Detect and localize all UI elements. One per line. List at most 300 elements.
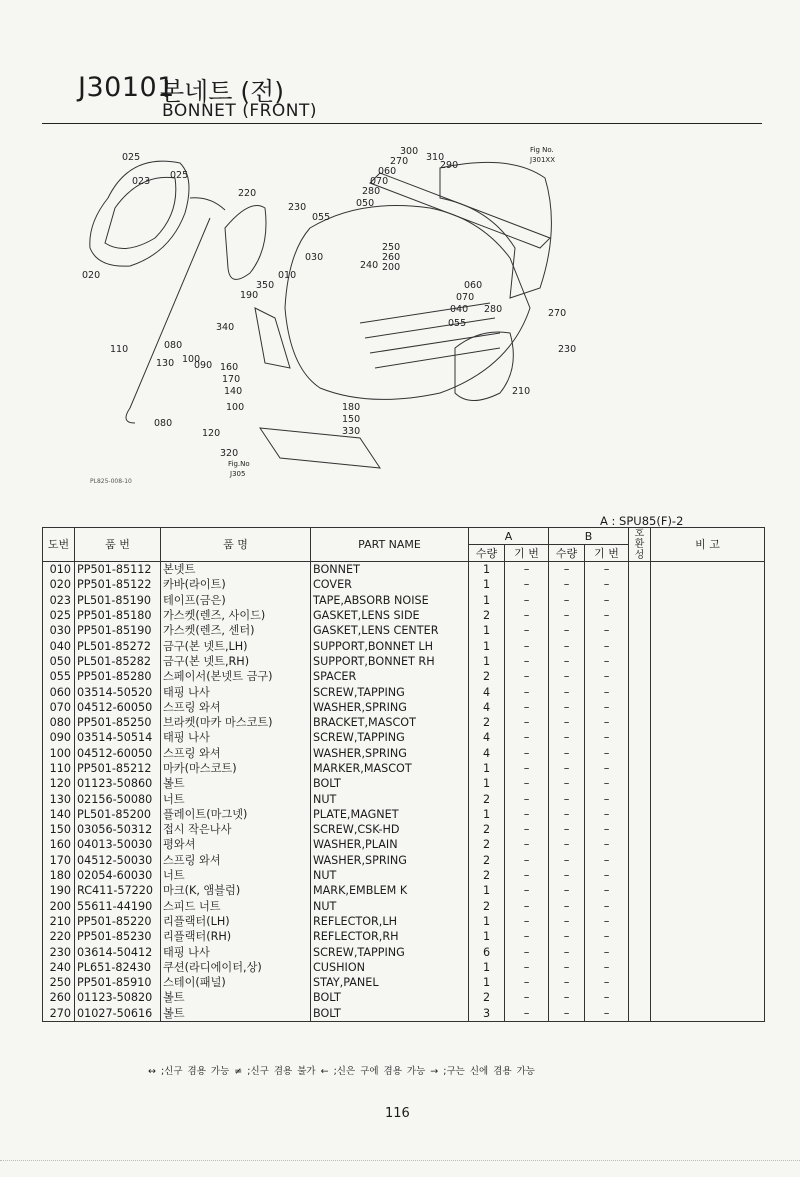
table-row xyxy=(43,654,765,669)
remarks-cell xyxy=(651,944,765,959)
callout-label: 070 xyxy=(456,292,475,303)
remarks-cell xyxy=(651,638,765,653)
model-note: A : SPU85(F)-2 xyxy=(600,514,684,528)
callout-label: 220 xyxy=(238,188,257,199)
b-base-number: – xyxy=(585,776,629,791)
a-quantity: 4 xyxy=(469,746,505,761)
interchange-cell xyxy=(629,822,651,837)
part-name-english: BOLT xyxy=(311,1006,469,1022)
header-rule xyxy=(42,123,762,124)
front-grill-part xyxy=(260,428,380,468)
part-number: 02054-60030 xyxy=(75,868,161,883)
col-header-b-base: 기 번 xyxy=(585,545,629,562)
part-name-english: SCREW,CSK-HD xyxy=(311,822,469,837)
remarks-cell xyxy=(651,715,765,730)
interchange-cell xyxy=(629,776,651,791)
part-number: PP501-85180 xyxy=(75,608,161,623)
interchange-cell xyxy=(629,684,651,699)
col-header-name-ko: 품 명 xyxy=(161,528,311,562)
remarks-cell xyxy=(651,577,765,592)
table-row xyxy=(43,822,765,837)
b-base-number: – xyxy=(585,929,629,944)
table-row xyxy=(43,715,765,730)
b-base-number: – xyxy=(585,577,629,592)
figure-reference-label: J301XX xyxy=(530,156,556,164)
a-quantity: 1 xyxy=(469,562,505,578)
part-name-english: NUT xyxy=(311,899,469,914)
interchange-cell xyxy=(629,1006,651,1022)
callout-label: 025 xyxy=(170,170,189,181)
callout-label: 080 xyxy=(154,418,173,429)
part-name-korean: 마카(마스코트) xyxy=(161,761,311,776)
a-base-number: – xyxy=(505,822,549,837)
col-header-b-qty: 수량 xyxy=(549,545,585,562)
cover-plate-part xyxy=(255,308,290,368)
a-quantity: 4 xyxy=(469,700,505,715)
callout-label: 030 xyxy=(305,252,324,263)
a-base-number: – xyxy=(505,730,549,745)
part-name-korean: 너트 xyxy=(161,868,311,883)
part-number: PP501-85122 xyxy=(75,577,161,592)
part-name-korean: 카바(라이트) xyxy=(161,577,311,592)
table-row xyxy=(43,577,765,592)
part-name-korean: 본넷트 xyxy=(161,562,311,578)
col-header-a-qty: 수량 xyxy=(469,545,505,562)
interchange-cell xyxy=(629,975,651,990)
interchange-cell xyxy=(629,914,651,929)
table-row xyxy=(43,1006,765,1022)
part-number: 03056-50312 xyxy=(75,822,161,837)
diagram-reference-code: PL825-008-10 xyxy=(90,478,132,485)
table-row xyxy=(43,990,765,1005)
callout-label: 330 xyxy=(342,426,361,437)
part-name-english: BONNET xyxy=(311,562,469,578)
part-name-korean: 볼트 xyxy=(161,990,311,1005)
callout-label: 060 xyxy=(378,166,397,177)
table-row xyxy=(43,975,765,990)
part-name-korean: 마크(K, 앰블럼) xyxy=(161,883,311,898)
a-quantity: 1 xyxy=(469,975,505,990)
remarks-cell xyxy=(651,990,765,1005)
row-number: 060 xyxy=(43,684,75,699)
compatibility-legend: ↔ ;신구 겸용 가능 ≠ ;신구 겸용 불가 ← ;신은 구에 겸용 가능 → ;구는 신에 겸용 가능 xyxy=(148,1066,535,1077)
part-name-korean: 스프링 와셔 xyxy=(161,746,311,761)
callout-label: 110 xyxy=(110,344,129,355)
table-row xyxy=(43,623,765,638)
part-name-english: WASHER,SPRING xyxy=(311,853,469,868)
callout-label: 290 xyxy=(440,160,459,171)
b-base-number: – xyxy=(585,914,629,929)
part-number: 01027-50616 xyxy=(75,1006,161,1022)
part-number: PP501-85212 xyxy=(75,761,161,776)
col-header-remarks: 비 고 xyxy=(651,528,765,562)
a-base-number: – xyxy=(505,776,549,791)
part-name-english: REFLECTOR,RH xyxy=(311,929,469,944)
diagram-drawing xyxy=(60,138,620,488)
row-number: 140 xyxy=(43,807,75,822)
b-quantity: – xyxy=(549,837,585,852)
part-name-english: NUT xyxy=(311,868,469,883)
b-base-number: – xyxy=(585,654,629,669)
col-header-part-no: 품 번 xyxy=(75,528,161,562)
part-number: PL501-85282 xyxy=(75,654,161,669)
part-number: PP501-85280 xyxy=(75,669,161,684)
remarks-cell xyxy=(651,654,765,669)
parts-table xyxy=(42,527,765,1022)
b-quantity: – xyxy=(549,944,585,959)
b-base-number: – xyxy=(585,944,629,959)
part-number: PP501-85910 xyxy=(75,975,161,990)
table-row xyxy=(43,883,765,898)
interchange-cell xyxy=(629,746,651,761)
a-base-number: – xyxy=(505,990,549,1005)
table-row xyxy=(43,684,765,699)
row-number: 250 xyxy=(43,975,75,990)
part-number: PP501-85230 xyxy=(75,929,161,944)
row-number: 040 xyxy=(43,638,75,653)
part-name-english: MARK,EMBLEM K xyxy=(311,883,469,898)
support-bar-part xyxy=(370,173,550,248)
b-base-number: – xyxy=(585,899,629,914)
section-title-english: BONNET (FRONT) xyxy=(162,101,318,121)
remarks-cell xyxy=(651,807,765,822)
part-name-korean: 태핑 나사 xyxy=(161,684,311,699)
row-number: 200 xyxy=(43,899,75,914)
callout-label: 320 xyxy=(220,448,239,459)
interchange-cell xyxy=(629,990,651,1005)
remarks-cell xyxy=(651,853,765,868)
callout-label: 180 xyxy=(342,402,361,413)
b-quantity: – xyxy=(549,960,585,975)
a-base-number: – xyxy=(505,577,549,592)
a-quantity: 1 xyxy=(469,623,505,638)
a-quantity: 2 xyxy=(469,990,505,1005)
interchange-cell xyxy=(629,899,651,914)
figure-reference-label: Fig No. xyxy=(530,146,554,154)
part-number: PL651-82430 xyxy=(75,960,161,975)
a-base-number: – xyxy=(505,1006,549,1022)
part-name-english: STAY,PANEL xyxy=(311,975,469,990)
interchange-cell xyxy=(629,623,651,638)
interchange-cell xyxy=(629,700,651,715)
b-base-number: – xyxy=(585,960,629,975)
a-quantity: 2 xyxy=(469,868,505,883)
part-name-korean: 스피드 너트 xyxy=(161,899,311,914)
part-number: PL501-85190 xyxy=(75,593,161,608)
table-row xyxy=(43,776,765,791)
remarks-cell xyxy=(651,1006,765,1022)
b-quantity: – xyxy=(549,914,585,929)
b-quantity: – xyxy=(549,562,585,578)
row-number: 080 xyxy=(43,715,75,730)
row-number: 170 xyxy=(43,853,75,868)
interchange-cell xyxy=(629,960,651,975)
col-header-group-a: A xyxy=(469,528,549,545)
part-name-english: BRACKET,MASCOT xyxy=(311,715,469,730)
col-header-no: 도번 xyxy=(43,528,75,562)
b-quantity: – xyxy=(549,853,585,868)
part-number: RC411-57220 xyxy=(75,883,161,898)
b-quantity: – xyxy=(549,730,585,745)
part-name-korean: 리플랙터(RH) xyxy=(161,929,311,944)
callout-label: 240 xyxy=(360,260,379,271)
remarks-cell xyxy=(651,761,765,776)
interchange-cell xyxy=(629,883,651,898)
part-name-korean: 볼트 xyxy=(161,776,311,791)
table-row xyxy=(43,899,765,914)
col-header-part-name: PART NAME xyxy=(311,528,469,562)
b-base-number: – xyxy=(585,623,629,638)
a-base-number: – xyxy=(505,868,549,883)
a-base-number: – xyxy=(505,899,549,914)
table-row xyxy=(43,791,765,806)
a-quantity: 1 xyxy=(469,929,505,944)
table-row xyxy=(43,746,765,761)
a-quantity: 2 xyxy=(469,608,505,623)
interchange-cell xyxy=(629,853,651,868)
part-name-korean: 태핑 나사 xyxy=(161,944,311,959)
a-base-number: – xyxy=(505,944,549,959)
row-number: 070 xyxy=(43,700,75,715)
a-base-number: – xyxy=(505,684,549,699)
callout-label: 300 xyxy=(400,146,419,157)
callout-label: 270 xyxy=(548,308,567,319)
a-quantity: 1 xyxy=(469,776,505,791)
b-base-number: – xyxy=(585,608,629,623)
b-base-number: – xyxy=(585,883,629,898)
callout-label: 090 xyxy=(194,360,213,371)
a-base-number: – xyxy=(505,593,549,608)
callout-label: 020 xyxy=(82,270,101,281)
b-base-number: – xyxy=(585,837,629,852)
a-base-number: – xyxy=(505,654,549,669)
callout-label: 070 xyxy=(370,176,389,187)
remarks-cell xyxy=(651,837,765,852)
part-name-korean: 금구(본 넷트,LH) xyxy=(161,638,311,653)
part-name-korean: 평와셔 xyxy=(161,837,311,852)
a-base-number: – xyxy=(505,960,549,975)
callout-label: 230 xyxy=(288,202,307,213)
b-base-number: – xyxy=(585,1006,629,1022)
remarks-cell xyxy=(651,593,765,608)
b-base-number: – xyxy=(585,715,629,730)
b-quantity: – xyxy=(549,638,585,653)
page-number: 116 xyxy=(385,1106,410,1121)
col-header-group-b: B xyxy=(549,528,629,545)
a-base-number: – xyxy=(505,929,549,944)
scan-edge-line xyxy=(0,1160,800,1161)
a-base-number: – xyxy=(505,914,549,929)
interchange-cell xyxy=(629,577,651,592)
part-number: 04512-50030 xyxy=(75,853,161,868)
a-base-number: – xyxy=(505,608,549,623)
table-row xyxy=(43,669,765,684)
part-name-korean: 스프링 와셔 xyxy=(161,700,311,715)
table-row xyxy=(43,807,765,822)
table-row xyxy=(43,730,765,745)
callout-label: 190 xyxy=(240,290,259,301)
a-quantity: 1 xyxy=(469,638,505,653)
b-base-number: – xyxy=(585,746,629,761)
part-name-english: SUPPORT,BONNET LH xyxy=(311,638,469,653)
a-base-number: – xyxy=(505,853,549,868)
part-name-korean: 플레이트(마그넷) xyxy=(161,807,311,822)
b-base-number: – xyxy=(585,868,629,883)
row-number: 150 xyxy=(43,822,75,837)
a-base-number: – xyxy=(505,638,549,653)
callout-label: 140 xyxy=(224,386,243,397)
light-lens-part xyxy=(105,177,176,248)
interchange-cell xyxy=(629,868,651,883)
b-base-number: – xyxy=(585,807,629,822)
a-quantity: 2 xyxy=(469,791,505,806)
b-base-number: – xyxy=(585,593,629,608)
a-quantity: 1 xyxy=(469,654,505,669)
a-quantity: 2 xyxy=(469,853,505,868)
row-number: 130 xyxy=(43,791,75,806)
b-quantity: – xyxy=(549,776,585,791)
b-quantity: – xyxy=(549,929,585,944)
callout-label: 100 xyxy=(226,402,245,413)
interchange-cell xyxy=(629,791,651,806)
a-quantity: 1 xyxy=(469,914,505,929)
b-base-number: – xyxy=(585,791,629,806)
part-number: PP501-85112 xyxy=(75,562,161,578)
part-name-english: SCREW,TAPPING xyxy=(311,684,469,699)
part-name-korean: 볼트 xyxy=(161,1006,311,1022)
a-base-number: – xyxy=(505,700,549,715)
b-quantity: – xyxy=(549,807,585,822)
part-number: PP501-85190 xyxy=(75,623,161,638)
table-row xyxy=(43,608,765,623)
interchange-cell xyxy=(629,654,651,669)
a-quantity: 2 xyxy=(469,715,505,730)
callout-label: 280 xyxy=(484,304,503,315)
table-row xyxy=(43,853,765,868)
callout-label: 170 xyxy=(222,374,241,385)
b-quantity: – xyxy=(549,684,585,699)
table-row xyxy=(43,700,765,715)
remarks-cell xyxy=(651,700,765,715)
b-quantity: – xyxy=(549,700,585,715)
figure-reference-label: J305 xyxy=(230,470,246,478)
b-quantity: – xyxy=(549,883,585,898)
part-name-english: MARKER,MASCOT xyxy=(311,761,469,776)
b-quantity: – xyxy=(549,623,585,638)
callout-label: 100 xyxy=(182,354,201,365)
interchange-cell xyxy=(629,669,651,684)
a-quantity: 1 xyxy=(469,761,505,776)
a-base-number: – xyxy=(505,975,549,990)
a-base-number: – xyxy=(505,669,549,684)
row-number: 210 xyxy=(43,914,75,929)
b-base-number: – xyxy=(585,990,629,1005)
a-quantity: 1 xyxy=(469,960,505,975)
b-base-number: – xyxy=(585,684,629,699)
part-name-korean: 가스켓(렌즈, 센터) xyxy=(161,623,311,638)
part-number: 55611-44190 xyxy=(75,899,161,914)
callout-label: 130 xyxy=(156,358,175,369)
a-base-number: – xyxy=(505,761,549,776)
b-quantity: – xyxy=(549,899,585,914)
mascot-marker-part xyxy=(126,218,213,423)
part-name-korean: 브라켓(마카 마스코트) xyxy=(161,715,311,730)
part-name-korean: 태핑 나사 xyxy=(161,730,311,745)
callout-label: 200 xyxy=(382,262,401,273)
callout-label: 120 xyxy=(202,428,221,439)
table-row xyxy=(43,868,765,883)
b-quantity: – xyxy=(549,822,585,837)
b-base-number: – xyxy=(585,562,629,578)
remarks-cell xyxy=(651,868,765,883)
interchange-cell xyxy=(629,715,651,730)
callout-label: 260 xyxy=(382,252,401,263)
callout-label: 270 xyxy=(390,156,409,167)
callout-label: 230 xyxy=(558,344,577,355)
remarks-cell xyxy=(651,684,765,699)
col-header-interchange: 호환성 xyxy=(629,528,651,562)
part-name-english: REFLECTOR,LH xyxy=(311,914,469,929)
b-quantity: – xyxy=(549,654,585,669)
part-name-english: BOLT xyxy=(311,990,469,1005)
callout-label: 210 xyxy=(512,386,531,397)
row-number: 190 xyxy=(43,883,75,898)
table-row xyxy=(43,837,765,852)
interchange-cell xyxy=(629,929,651,944)
remarks-cell xyxy=(651,562,765,578)
b-quantity: – xyxy=(549,975,585,990)
interchange-cell xyxy=(629,593,651,608)
part-name-korean: 테이프(금은) xyxy=(161,593,311,608)
remarks-cell xyxy=(651,608,765,623)
table-row xyxy=(43,761,765,776)
part-name-english: SPACER xyxy=(311,669,469,684)
remarks-cell xyxy=(651,960,765,975)
rear-panel-part xyxy=(440,162,551,298)
remarks-cell xyxy=(651,730,765,745)
part-name-english: WASHER,PLAIN xyxy=(311,837,469,852)
remarks-cell xyxy=(651,914,765,929)
row-number: 050 xyxy=(43,654,75,669)
table-row xyxy=(43,944,765,959)
b-quantity: – xyxy=(549,669,585,684)
row-number: 025 xyxy=(43,608,75,623)
a-base-number: – xyxy=(505,837,549,852)
row-number: 055 xyxy=(43,669,75,684)
remarks-cell xyxy=(651,623,765,638)
remarks-cell xyxy=(651,791,765,806)
part-number: 03614-50412 xyxy=(75,944,161,959)
part-name-korean: 금구(본 넷트,RH) xyxy=(161,654,311,669)
row-number: 110 xyxy=(43,761,75,776)
a-quantity: 2 xyxy=(469,822,505,837)
part-name-english: WASHER,SPRING xyxy=(311,700,469,715)
reflector-rh-part xyxy=(225,206,266,280)
remarks-cell xyxy=(651,883,765,898)
b-base-number: – xyxy=(585,822,629,837)
b-quantity: – xyxy=(549,746,585,761)
row-number: 010 xyxy=(43,562,75,578)
part-number: 04512-60050 xyxy=(75,700,161,715)
row-number: 230 xyxy=(43,944,75,959)
remarks-cell xyxy=(651,975,765,990)
row-number: 270 xyxy=(43,1006,75,1022)
a-base-number: – xyxy=(505,791,549,806)
section-title-korean: 본네트 (전) xyxy=(160,77,285,106)
part-name-korean: 스테이(패널) xyxy=(161,975,311,990)
part-name-english: COVER xyxy=(311,577,469,592)
remarks-cell xyxy=(651,899,765,914)
